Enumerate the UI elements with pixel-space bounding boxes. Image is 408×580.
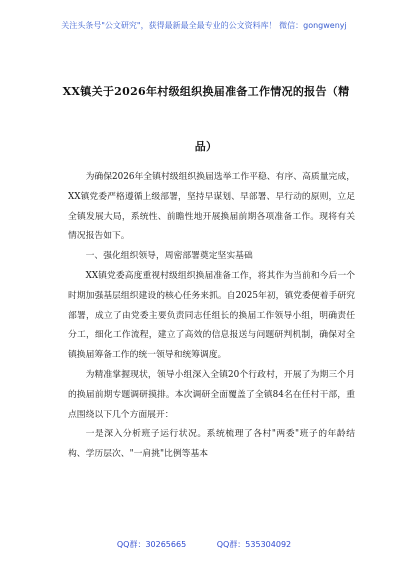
- promo-header: 关注头条号"公文研究"，获得最新最全最专业的公文资料库！ 微信：gongwenyj: [61, 21, 347, 30]
- title-line-1: XX镇关于2026年村级组织换届准备工作情况的报告（精: [62, 85, 350, 98]
- title-line-2: 品）: [194, 140, 218, 153]
- qq-footer: [0, 539, 408, 550]
- paragraph: 一是深入分析班子运行状况。系统梳理了各村"两委"班子的年龄结构、学历层次、"一肩挑"比例等基本: [68, 429, 355, 460]
- document-title: [56, 64, 356, 174]
- section-heading-1: 一、强化组织领导，周密部署奠定坚实基础: [85, 251, 253, 262]
- paragraph-intro: 为确保2026年全镇村级组织换届选举工作平稳、有序、高质量完成，XX镇党委严格遵循上级部署，坚持早谋划、早部署、早行动的原则，立足全镇发展大局，系统性、前瞻性地开展换届前期各项准备工作。现将有关情况报告如下。: [68, 172, 355, 242]
- document-body: [68, 168, 355, 465]
- qq-group-2: QQ群：535304092: [216, 540, 292, 549]
- paragraph: 为精准掌握现状，领导小组深入全镇20个行政村，开展了为期三个月的换届前期专题调研摸排。本次调研全面覆盖了全镇84名在任村干部，重点围绕以下几个方面展开：: [68, 369, 355, 420]
- qq-group-1: QQ群：30265665: [116, 540, 187, 549]
- paragraph: XX镇党委高度重视村级组织换届准备工作，将其作为当前和今后一个时期加强基层组织建设的核心任务来抓。自2025年初，镇党委便着手研究部署，成立了由党委主要负责同志任组长的换届工作领导小组，明确责任分工，细化工作流程，建立了高效的信息报送与问题研判机制，确保对全镇换届筹备工作的统一领导和统筹调度。: [68, 270, 355, 361]
